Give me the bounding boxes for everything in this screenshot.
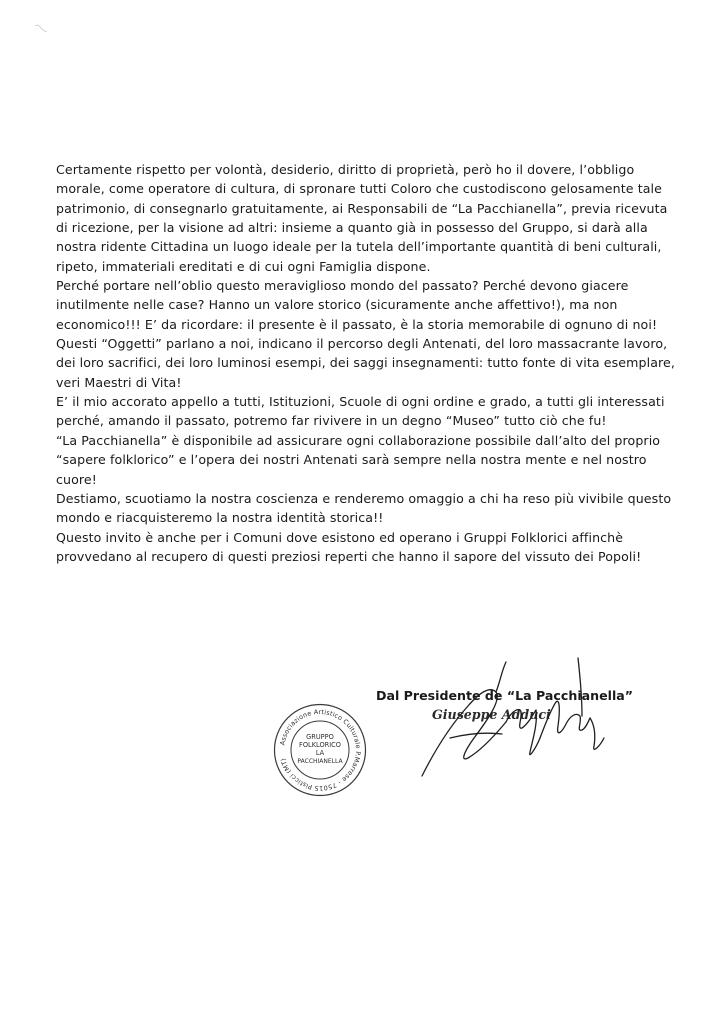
scan-speck	[34, 24, 48, 34]
paragraph-3: E’ il mio accorato appello a tutti, Istituzioni, Scuole di ogni ordine e grado, a tutti gli interessati perché, amando il passato, potremo far rivivere in un degno “Museo” tutto ciò che fu!	[56, 394, 665, 429]
paragraph-2: Perché portare nell’oblio questo meraviglioso mondo del passato? Perché devono giacere inutilmente nelle case? Hanno un valore storico (sicuramente anche affettivo!), ma non economico!!! E’ da ricordare: il presente è il passato, è la storia memorabile di ognuno di noi! Questi “Oggetti” parlano a noi, indicano il percorso degli Antenati, del loro massacrante lavoro, dei loro sacrifici, dei loro luminosi esempi, dei saggi insegnamenti: tutto fonte di vita esemplare, veri Maestri di Vita!	[56, 278, 675, 390]
paragraph-5: Destiamo, scuotiamo la nostra coscienza e renderemo omaggio a chi ha reso più vivibile questo mondo e riacquisteremo la nostra identità storica!!	[56, 490, 672, 526]
paragraph-6: Questo invito è anche per i Comuni dove esistono ed operano i Gruppi Folklorici affinchè provvedano al recupero di questi preziosi reperti che hanno il sapore del vissuto dei Popoli!	[56, 529, 642, 564]
signoff-title: Dal Presidente de “La Pacchianella”	[376, 688, 634, 703]
paragraph-1: Certamente rispetto per volontà, desiderio, diritto di proprietà, però ho il dovere, l’obbligo morale, come operatore di cultura, di spronare tutti Coloro che custodiscono gelosamente tale patrimonio, di consegnarlo gratuitamente, ai Responsabili de “La Pacchianella”, previa ricevuta di ricezione, per la visione ad altri: insieme a quanto già in possesso del Gruppo, si darà alla nostra ridente Cittadina un luogo ideale per la tutela dell’importante quantità di beni culturali, ripeto, immateriali ereditati e di cui ogni Famiglia dispone.	[56, 162, 668, 274]
signoff-name: Giuseppe Adduci	[432, 707, 551, 722]
paragraph-4: “La Pacchianella” è disponibile ad assicurare ogni collaborazione possibile dall’alto del proprio “sapere folklorico” e l’opera dei nostri Antenati sarà sempre nella nostra mente e nel nostro cuore!	[56, 432, 661, 487]
letter-body	[56, 160, 678, 566]
stamp-line-2: FOLKLORICO	[299, 741, 341, 749]
stamp-line-3: LA	[315, 749, 325, 757]
stamp-line-1: GRUPPO	[306, 733, 334, 741]
association-stamp	[272, 702, 368, 798]
stamp-line-4: PACCHIANELLA	[297, 758, 343, 765]
handwritten-signature	[410, 642, 610, 782]
stamp-ring-text: Associazione Artistico Culturale P.Marrese - 75015 Pisticci (MT)	[278, 707, 363, 793]
